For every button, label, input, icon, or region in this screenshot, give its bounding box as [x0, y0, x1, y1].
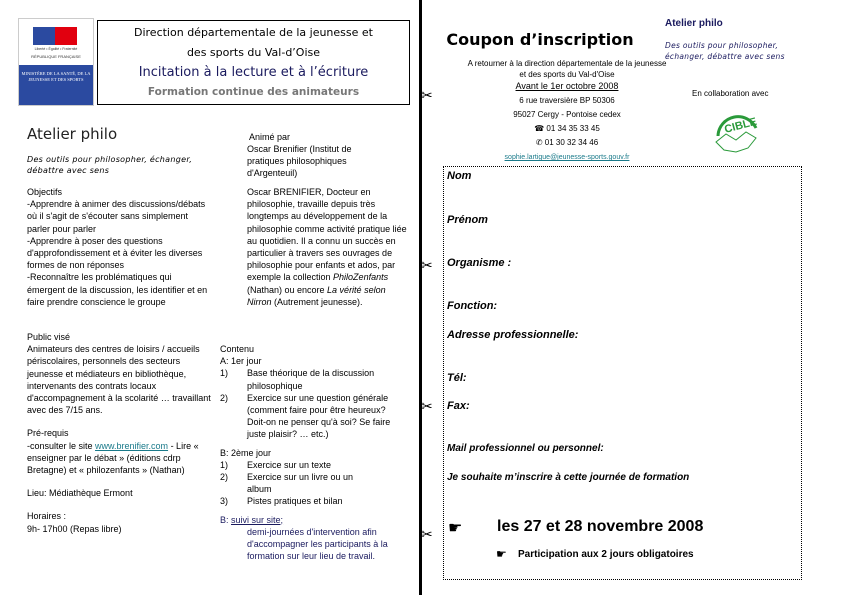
scissors-icon: ✂: [421, 526, 433, 542]
public-text: Animateurs des centres de loisirs / accueils périscolaires, personnels des secteurs jeunesse et médiateurs en bibliothèque, intervenants des contrats locaux d'accompagnement à la scolarité … travaillant avec des 7/15 ans.: [27, 344, 211, 416]
contenu-title: Contenu: [220, 344, 255, 354]
coupon-tel: ☎ 01 34 35 33 45: [534, 124, 600, 133]
horaires-title: Horaires :: [27, 511, 67, 522]
bio-book1: PhiloZenfants: [333, 272, 389, 283]
item-number: 2): [220, 392, 229, 403]
suivi-text: demi-journées d'intervention afin d'accompagner les participants à la formation sur leur lieu de travail.: [247, 526, 388, 562]
prereq-text: [27, 440, 212, 477]
objectifs-title: Objectifs: [27, 187, 63, 197]
atelier-title: Atelier philo: [27, 125, 118, 143]
brenifier-link[interactable]: www.brenifier.com: [95, 440, 169, 451]
field-mail[interactable]: Mail professionnel ou personnel:: [447, 443, 604, 454]
inscription-statement: Je souhaite m’inscrire à cette journée de formation: [447, 472, 690, 483]
field-adresse[interactable]: Adresse professionnelle:: [447, 329, 579, 341]
coupon-email-link[interactable]: sophie.lartigue@jeunesse-sports.gouv.fr: [504, 154, 630, 161]
coupon-address1: 6 rue traversière BP 50306: [519, 96, 615, 105]
public-section: [27, 331, 212, 535]
bio-text: [247, 186, 407, 308]
bio-part: (Nathan) ou encore: [247, 284, 328, 295]
suivi-title: [220, 514, 405, 526]
item-text: Exercice sur un livre ou un album: [247, 472, 354, 495]
horaires: 9h- 17h00 (Repas libre): [27, 523, 122, 534]
item-text: Exercice sur un texte: [247, 459, 332, 470]
public-title: Public visé: [27, 332, 71, 342]
prereq-title: Pré-requis: [27, 428, 69, 439]
field-prenom[interactable]: Prénom: [447, 214, 488, 226]
objectifs-section: [27, 186, 212, 308]
objectif-item: -Reconnaître les problématiques qui émergent de la discussion, les identifier et en faire prendre conscience le groupe: [27, 272, 208, 307]
item-text: Exercice sur une question générale (comment faire pour être heureux? Doit-on ne penser qu'à soi? Se faire juste plaisir? … etc.): [247, 392, 391, 440]
suivi-label: suivi sur site;: [231, 514, 284, 525]
scissors-icon: ✂: [421, 87, 433, 103]
day-a-title: A: 1er jour: [220, 356, 262, 367]
coupon-info: [462, 58, 672, 163]
prereq-part: - Lire « enseigner par le débat » (éditions cdrp Bretagne) et « philozenfants » (Nathan): [27, 440, 199, 476]
coupon-deadline: Avant le 1er octobre 2008: [515, 81, 619, 91]
logo-republique: RÉPUBLIQUE FRANÇAISE: [31, 54, 81, 59]
right-tagline: Des outils pour philosopher, échanger, débattre avec sens: [665, 41, 785, 61]
field-tel[interactable]: Tél:: [447, 372, 467, 384]
item-number: 2): [220, 472, 229, 483]
list-item: [220, 495, 405, 507]
bio-part: (Autrement jeunesse).: [271, 296, 363, 307]
bio-book2: La vérité selon Nirron: [247, 284, 386, 307]
objectif-item: -Apprendre à poser des questions d'approfondissement et à éviter les diverses formes de non réponses: [27, 235, 203, 271]
coupon-address2: 95027 Cergy - Pontoise cedex: [513, 110, 621, 119]
cible-logo: [712, 106, 764, 154]
suivi-prefix: B:: [220, 514, 232, 525]
header-box: [97, 20, 410, 105]
header-line2: des sports du Val-d’Oise: [186, 46, 321, 59]
field-fax[interactable]: Fax:: [447, 400, 470, 412]
item-number: 1): [220, 459, 229, 470]
scissors-icon: ✂: [421, 257, 433, 273]
day-b-title: B: 2ème jour: [220, 447, 272, 458]
contenu-section: [220, 343, 405, 562]
anime-par-name: Oscar Brenifier (Institut de pratiques philosophiques d'Argenteuil): [247, 144, 352, 179]
atelier-tagline: Des outils pour philosopher, échanger, débattre avec sens: [27, 155, 193, 175]
list-item: [220, 367, 405, 391]
coupon-title: Coupon d’inscription: [446, 30, 634, 49]
field-organisme[interactable]: Organisme :: [447, 257, 512, 269]
field-fonction[interactable]: Fonction:: [447, 300, 498, 312]
pointing-hand-icon: ☛: [448, 520, 463, 537]
objectif-item: -Apprendre à animer des discussions/débats où il s'agit de s'écouter sans simplement parler pour parler: [27, 199, 206, 234]
participation-note: Participation aux 2 jours obligatoires: [518, 549, 694, 560]
logo-motto: Liberté • Égalité • Fraternité: [34, 47, 78, 51]
item-number: 1): [220, 368, 229, 379]
coupon-retour: A retourner à la direction départementale de la jeunesse et des sports du Val-d'Oise: [467, 59, 667, 79]
svg-text:CIBLE: CIBLE: [723, 115, 759, 136]
pointing-hand-icon: ☛: [496, 547, 507, 561]
training-dates: les 27 et 28 novembre 2008: [497, 518, 704, 535]
collab-label: En collaboration avec: [692, 89, 769, 98]
list-item: [220, 459, 405, 471]
scissors-icon: ✂: [421, 398, 433, 414]
list-item: [220, 392, 405, 441]
header-line1: Direction départementale de la jeunesse et: [134, 26, 373, 39]
item-number: 3): [220, 496, 229, 507]
bio-part: Oscar BRENIFIER, Docteur en philosophie, travaille depuis très longtemps au développement de la philosophie comme activité pratique liée au quotidien. Il a connu un succès en particulier à travers ses ouvrages de philosophie pour enfants et ados, par exemple la collection: [247, 187, 407, 283]
anime-par-label: Animé par: [249, 132, 291, 142]
lieu: Lieu: Médiathèque Ermont: [27, 488, 133, 499]
field-nom[interactable]: Nom: [447, 170, 472, 182]
list-item: [220, 471, 405, 495]
prereq-part: -consulter le site: [27, 440, 96, 451]
coupon-fax: ✆ 01 30 32 34 46: [535, 138, 599, 147]
item-text: Base théorique de la discussion philosophique: [247, 368, 375, 391]
item-text: Pistes pratiques et bilan: [247, 496, 343, 507]
header-title: Incitation à la lecture et à l’écriture: [138, 65, 369, 80]
logo-ministere: MINISTÈRE DE LA SANTÉ, DE LA JEUNESSE ET DES SPORTS: [19, 65, 93, 105]
republique-francaise-logo: [18, 18, 94, 106]
right-title: Atelier philo: [665, 18, 723, 29]
header-subtitle: Formation continue des animateurs: [147, 86, 360, 98]
